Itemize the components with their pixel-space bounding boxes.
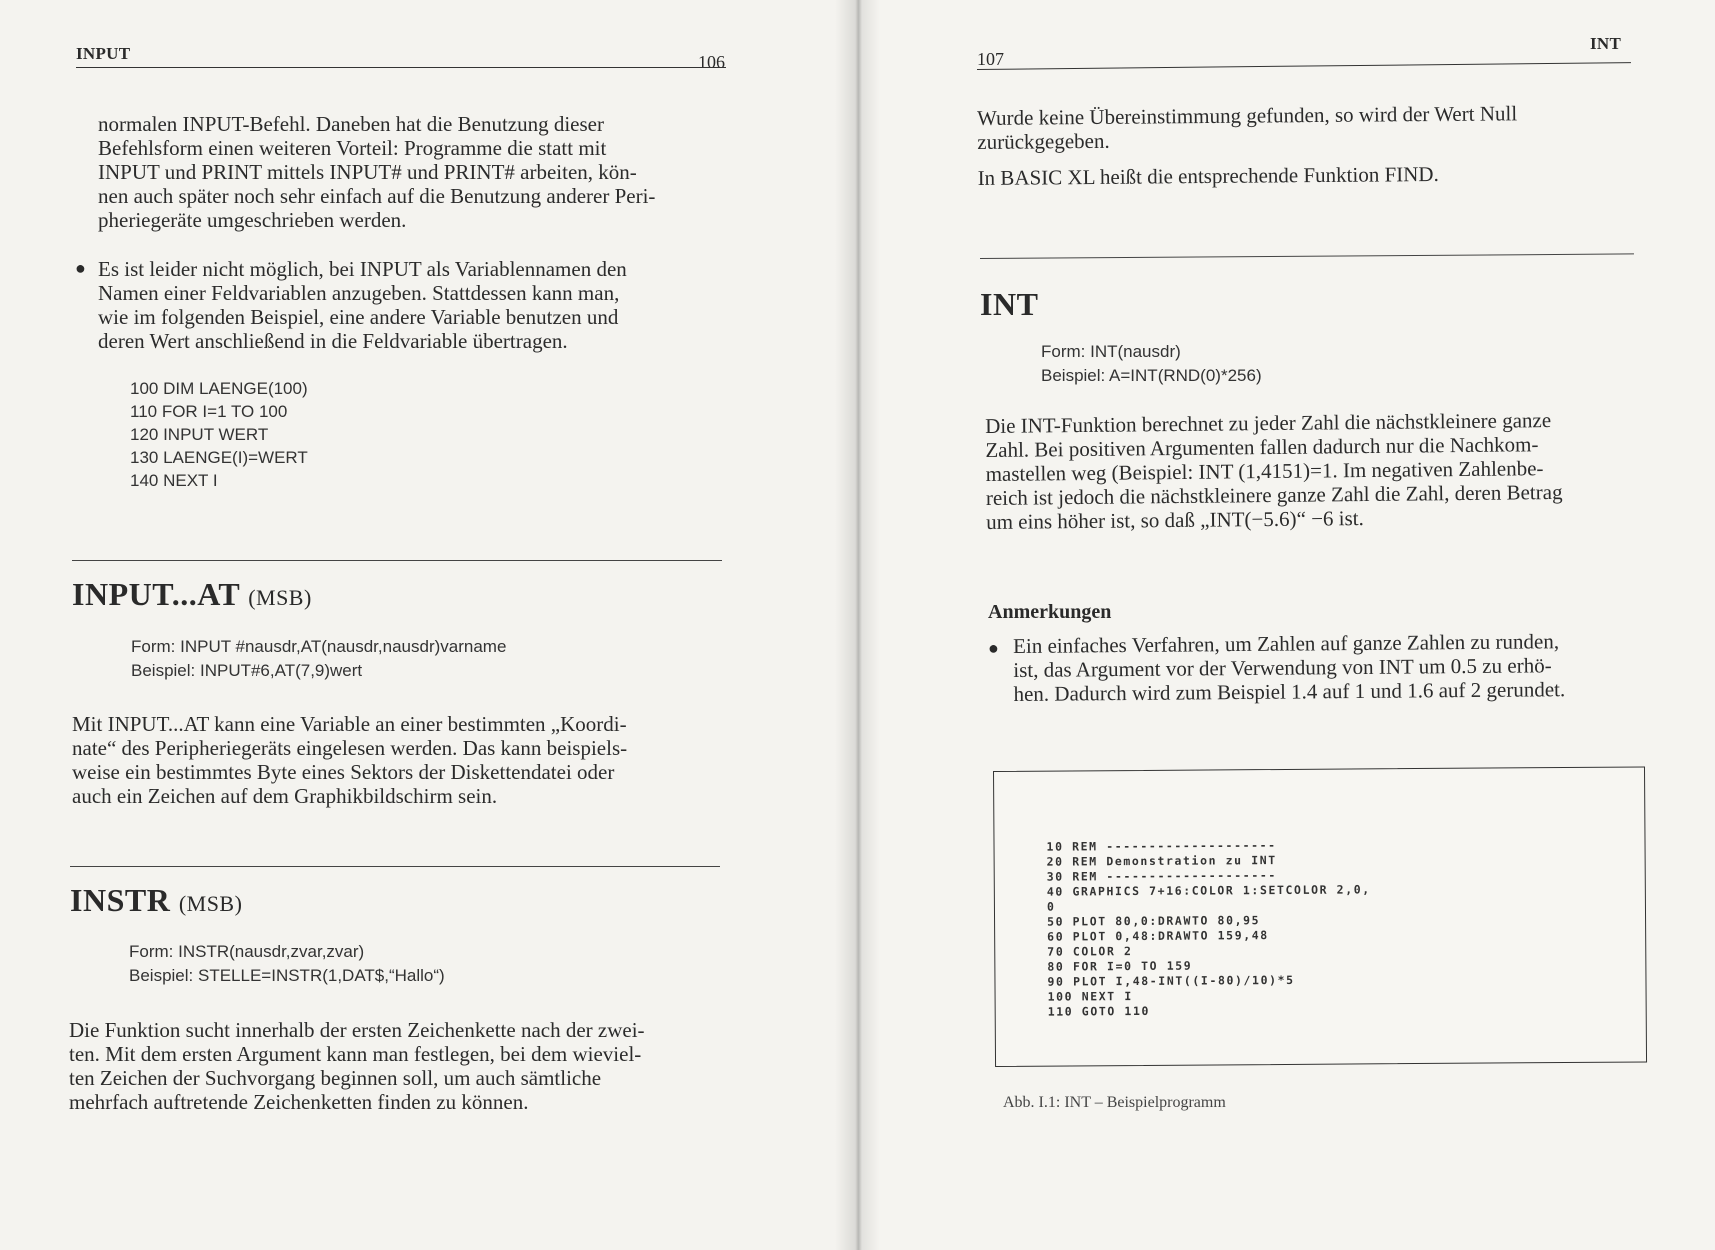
right-page	[856, 0, 1715, 1250]
section-divider	[72, 560, 722, 561]
text-line: In BASIC XL heißt die entsprechende Funktion FIND.	[977, 161, 1439, 190]
text-line: reich ist jedoch die nächstkleinere ganze Zahl die Zahl, deren Betrag	[985, 479, 1563, 510]
section-title-int: INT	[980, 286, 1039, 322]
section-tag: (MSB)	[178, 891, 243, 916]
text-line: wie im folgenden Beispiel, eine andere Variable benutzen und	[98, 305, 619, 329]
program-listing	[1046, 837, 1371, 1019]
section-title-text: INPUT...AT	[72, 576, 240, 612]
text-line: Die INT-Funktion berechnet zu jeder Zahl die nächstkleinere ganze	[985, 408, 1552, 438]
section-divider	[70, 866, 720, 867]
text-line: auch ein Zeichen auf dem Graphikbildschirm sein.	[72, 784, 498, 808]
figure-caption: Abb. I.1: INT – Beispielprogramm	[1003, 1094, 1226, 1111]
page-number: 106	[698, 52, 725, 72]
text-line: weise ein bestimmtes Byte eines Sektors der Diskettendatei oder	[72, 760, 615, 784]
listing-line: 70 COLOR 2	[1047, 944, 1133, 959]
running-head: INPUT	[76, 44, 131, 63]
bullet-paragraph	[98, 257, 722, 353]
book-gutter	[835, 0, 880, 1250]
header-rule	[977, 62, 1631, 70]
syntax-form: Form: INPUT #nausdr,AT(nausdr,nausdr)varname	[131, 637, 507, 656]
text-line: ten. Mit dem ersten Argument kann man festlegen, bei dem wieviel-	[69, 1042, 642, 1066]
input-at-paragraph	[72, 712, 722, 808]
syntax-example: Beispiel: INPUT#6,AT(7,9)wert	[131, 661, 363, 680]
section-divider	[980, 253, 1634, 259]
text-line: nen auch später noch sehr einfach auf die Benutzung anderer Peri-	[98, 184, 656, 208]
listing-line: 40 GRAPHICS 7+16:COLOR 1:SETCOLOR 2,0,	[1046, 882, 1371, 899]
listing-line: 80 FOR I=0 TO 159	[1047, 958, 1193, 974]
text-line: Ein einfaches Verfahren, um Zahlen auf ganze Zahlen zu runden,	[1013, 629, 1560, 658]
running-head: INT	[1590, 34, 1622, 53]
listing-line: 10 REM --------------------	[1046, 838, 1277, 854]
listing-line: 0	[1046, 899, 1056, 914]
syntax-form: Form: INSTR(nausdr,zvar,zvar)	[129, 942, 365, 961]
listing-line: 100 NEXT I	[1047, 989, 1133, 1004]
listing-line: 90 PLOT I,48-INT((I-80)/10)*5	[1047, 972, 1295, 989]
text-line: Mit INPUT...AT kann eine Variable an einer bestimmten „Koordi-	[72, 712, 627, 736]
remark-paragraph	[1013, 629, 1644, 706]
syntax-form: Form: INT(nausdr)	[1041, 342, 1181, 361]
text-line: normalen INPUT-Befehl. Daneben hat die Benutzung dieser	[98, 112, 604, 136]
text-line: ten Zeichen der Suchvorgang beginnen soll, um auch sämtliche	[69, 1066, 602, 1090]
code-line: 120 INPUT WERT	[130, 425, 269, 444]
listing-line: 20 REM Demonstration zu INT	[1046, 853, 1277, 869]
text-line: deren Wert anschließend in die Feldvariable übertragen.	[98, 329, 568, 353]
code-line: 110 FOR I=1 TO 100	[130, 402, 288, 421]
section-title-instr	[70, 882, 242, 919]
text-line: mastellen weg (Beispiel: INT (1,4151)=1. Im negativen Zahlenbe-	[985, 456, 1544, 486]
intro-paragraph	[977, 100, 1632, 190]
text-line: pheriegeräte umgeschrieben werden.	[98, 208, 407, 232]
listing-line: 50 PLOT 80,0:DRAWTO 80,95	[1047, 913, 1261, 929]
listing-line: 110 GOTO 110	[1047, 1003, 1151, 1019]
text-line: Es ist leider nicht möglich, bei INPUT als Variablennamen den	[98, 257, 627, 281]
section-tag: (MSB)	[248, 585, 312, 610]
remarks-heading: Anmerkungen	[988, 601, 1112, 623]
section-title-input-at	[72, 576, 312, 613]
left-page	[0, 0, 856, 1250]
bullet-icon: ●	[75, 258, 86, 278]
text-line: ist, das Argument vor der Verwendung von INT um 0.5 zu erhö-	[1013, 653, 1552, 682]
syntax-example: Beispiel: STELLE=INSTR(1,DAT$,“Hallo“)	[129, 966, 445, 985]
text-line: hen. Dadurch wird zum Beispiel 1.4 auf 1 und 1.6 auf 2 gerundet.	[1013, 677, 1566, 706]
listing-line: 60 PLOT 0,48:DRAWTO 159,48	[1047, 928, 1269, 944]
syntax-example: Beispiel: A=INT(RND(0)*256)	[1041, 366, 1262, 385]
text-line: nate“ des Peripheriegeräts eingelesen werden. Das kann beispiels-	[72, 736, 628, 760]
text-line: Namen einer Feldvariablen anzugeben. Stattdessen kann man,	[98, 281, 620, 305]
text-line: Befehlsform einen weiteren Vorteil: Programme die statt mit	[98, 136, 607, 160]
code-line: 100 DIM LAENGE(100)	[130, 379, 308, 398]
code-line: 130 LAENGE(I)=WERT	[130, 448, 308, 467]
text-line: Zahl. Bei positiven Argumenten fallen dadurch nur die Nachkom-	[985, 432, 1539, 462]
code-example	[130, 377, 308, 492]
page-number: 107	[977, 49, 1004, 69]
header-rule	[76, 67, 726, 68]
text-line: mehrfach auftretende Zeichenketten finden zu können.	[69, 1090, 529, 1114]
text-line: INPUT und PRINT mittels INPUT# und PRINT# arbeiten, kön-	[98, 160, 637, 184]
intro-paragraph	[98, 112, 722, 232]
text-line: Wurde keine Übereinstimmung gefunden, so wird der Wert Null	[977, 101, 1518, 130]
section-title-text: INSTR	[70, 882, 171, 918]
code-line: 140 NEXT I	[130, 471, 218, 490]
int-paragraph	[985, 407, 1640, 534]
text-line: um eins höher ist, so daß „INT(−5.6)“ −6 ist.	[986, 506, 1364, 534]
program-screenshot	[993, 766, 1647, 1067]
bullet-icon: ●	[988, 638, 999, 658]
instr-paragraph	[69, 1018, 719, 1114]
text-line: Die Funktion sucht innerhalb der ersten Zeichenkette nach der zwei-	[69, 1018, 645, 1042]
listing-line: 30 REM --------------------	[1046, 868, 1277, 884]
text-line: zurückgegeben.	[977, 128, 1110, 154]
